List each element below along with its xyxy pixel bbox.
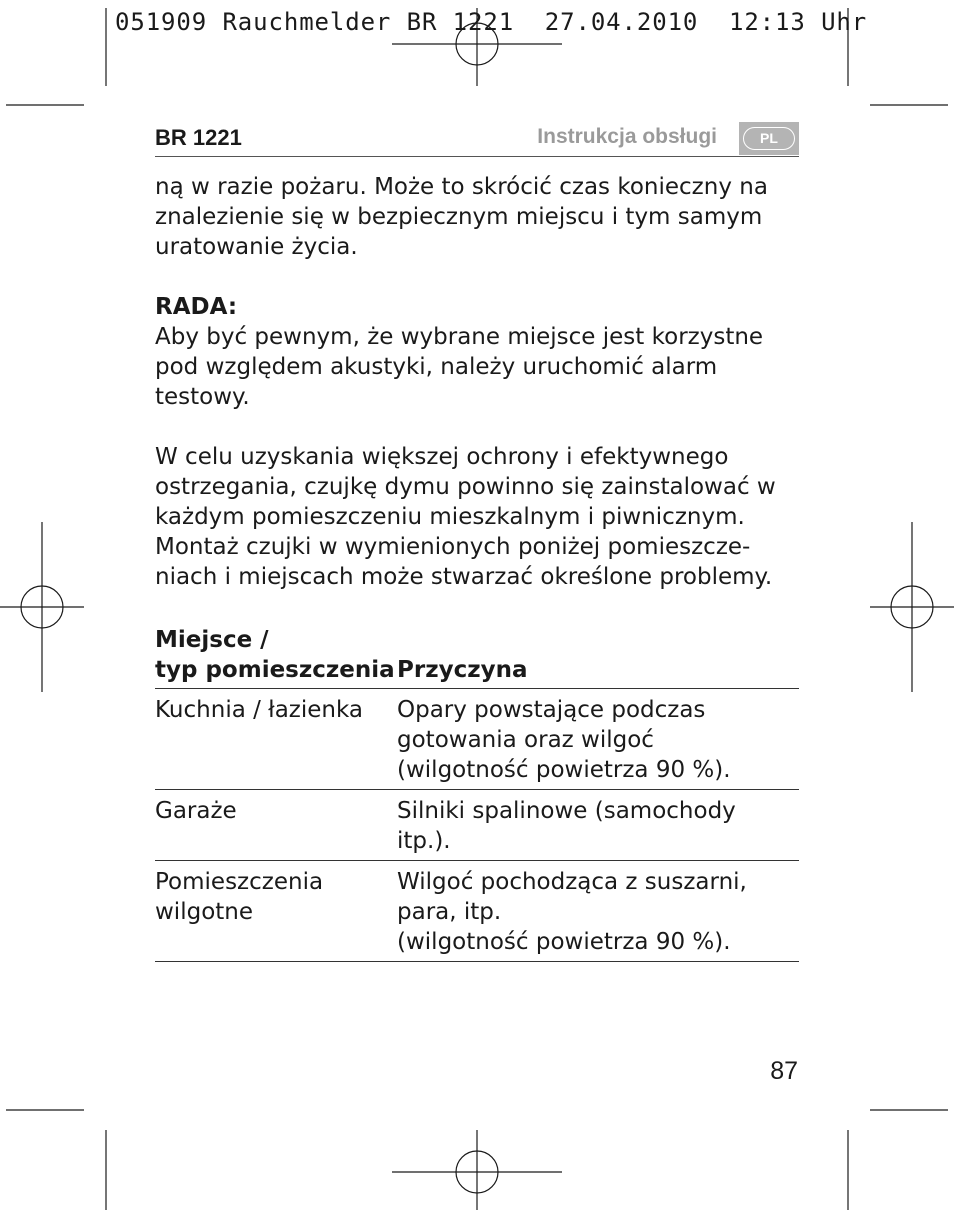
- installation-paragraph: W celu uzyskania większej ochrony i efektywnego ostrzegania, czujkę dymu powinno się zainstalować w każdym pomieszczeniu mieszkalnym i piwnicznym. Montaż czujki w wymienionych poniżej pomieszcze- niach i miejscach może stwarzać określone problemy.: [155, 444, 776, 590]
- tip-heading: RADA:: [155, 294, 238, 320]
- page-header: [155, 122, 799, 157]
- model-name: BR 1221: [155, 125, 242, 150]
- column-header-place: Miejsce / typ pomieszczenia: [155, 627, 395, 683]
- table-row: [155, 861, 799, 962]
- column-header-cause: Przyczyna: [397, 657, 528, 683]
- cell-place: Garaże: [155, 798, 237, 824]
- language-tab: [739, 122, 799, 155]
- body-text: [155, 172, 805, 592]
- locations-table: [155, 625, 799, 962]
- table-row: [155, 689, 799, 790]
- print-slug: 051909 Rauchmelder BR 1221 27.04.2010 12:13 Uhr: [115, 8, 868, 36]
- cell-cause: Opary powstające podczas gotowania oraz wilgoć (wilgotność powietrza 90 %).: [397, 697, 731, 783]
- cell-place: Kuchnia / łazienka: [155, 697, 363, 723]
- paragraph-continuation: ną w razie pożaru. Może to skrócić czas konieczny na znalezienie się w bezpiecznym miejscu i tym samym uratowanie życia.: [155, 174, 768, 260]
- tip-paragraph: Aby być pewnym, że wybrane miejsce jest korzystne pod względem akustyki, należy uruchomić alarm testowy.: [155, 324, 764, 410]
- cell-cause: Wilgoć pochodząca z suszarni, para, itp. (wilgotność powietrza 90 %).: [397, 869, 747, 955]
- table-header: [155, 625, 799, 689]
- table-row: [155, 790, 799, 861]
- section-title: Instrukcja obsługi: [537, 125, 717, 148]
- language-badge: PL: [743, 127, 795, 150]
- page-number: 87: [770, 1057, 798, 1085]
- cell-place: Pomieszczenia wilgotne: [155, 869, 324, 925]
- cell-cause: Silniki spalinowe (samochody itp.).: [397, 798, 736, 854]
